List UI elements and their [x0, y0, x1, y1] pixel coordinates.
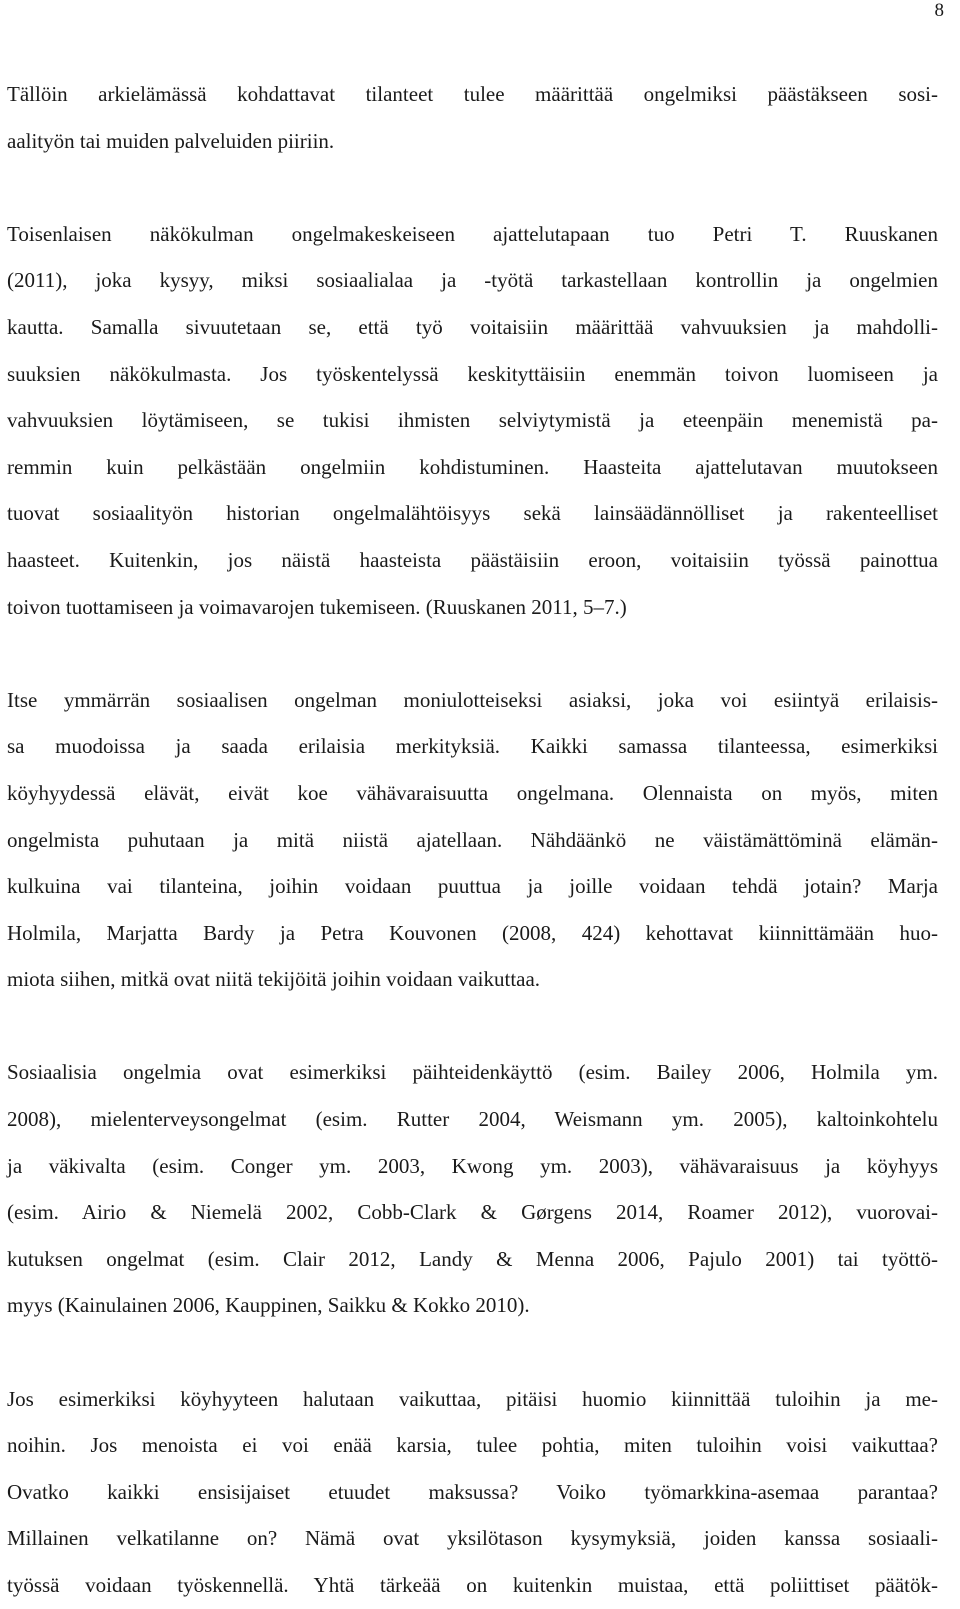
text-line: kutuksen ongelmat (esim. Clair 2012, Landy & Menna 2006, Pajulo 2001) tai työttö-: [7, 1246, 938, 1271]
text-line: Tällöin arkielämässä kohdattavat tilanteet tulee määrittää ongelmiksi päästäkseen sosi-: [7, 82, 938, 106]
text-line: remmin kuin pelkästään ongelmiin kohdistuminen. Haasteita ajattelutavan muutokseen: [7, 454, 938, 479]
paragraph: [7, 677, 938, 1003]
text-line: Ovatko kaikki ensisijaiset etuudet maksussa? Voiko työmarkkina-asemaa parantaa?: [7, 1479, 938, 1504]
text-line: haasteet. Kuitenkin, jos näistä haasteista päästäisiin eroon, voitaisiin työssä painottua: [7, 547, 938, 572]
document-body: [7, 71, 938, 1609]
text-line: Millainen velkatilanne on? Nämä ovat yksilötason kysymyksiä, joiden kanssa sosiaali-: [7, 1526, 938, 1551]
text-line: työssä voidaan työskennellä. Yhtä tärkeää on kuitenkin muistaa, että poliittiset päätök-: [7, 1573, 938, 1597]
text-line: kautta. Samalla sivuutetaan se, että työ voitaisiin määrittää vahvuuksien ja mahdolli-: [7, 314, 938, 339]
text-line: Itse ymmärrän sosiaalisen ongelman moniulotteiseksi asiaksi, joka voi esiintyä erilaisis-: [7, 687, 938, 712]
text-line: kulkuina vai tilanteina, joihin voidaan puuttua ja joille voidaan tehdä jotain? Marja: [7, 874, 938, 899]
text-line: (2011), joka kysyy, miksi sosiaalialaa ja -työtä tarkastellaan kontrollin ja ongelmien: [7, 268, 938, 293]
text-line: tuovat sosiaalityön historian ongelmalähtöisyys sekä lainsäädännölliset ja rakenteelliset: [7, 501, 938, 526]
text-line: aalityön tai muiden palveluiden piiriin.: [7, 128, 335, 153]
text-line: miota siihen, mitkä ovat niitä tekijöitä joihin voidaan vaikuttaa.: [7, 967, 541, 992]
text-line: suuksien näkökulmasta. Jos työskentelyssä keskityttäisiin enemmän toivon luomiseen ja: [7, 361, 938, 386]
text-line: noihin. Jos menoista ei voi enää karsia, tulee pohtia, miten tuloihin voisi vaikuttaa?: [7, 1433, 938, 1458]
paragraph: [7, 1376, 938, 1609]
text-line: ja väkivalta (esim. Conger ym. 2003, Kwong ym. 2003), vähävaraisuus ja köyhyys: [7, 1153, 938, 1178]
paragraph-gap: [7, 630, 938, 677]
text-line: Jos esimerkiksi köyhyyteen halutaan vaikuttaa, pitäisi huomio kiinnittää tuloihin ja me-: [7, 1386, 938, 1411]
text-line: köyhyydessä elävät, eivät koe vähävaraisuutta ongelmana. Olennaista on myös, miten: [7, 780, 938, 805]
text-line: (esim. Airio & Niemelä 2002, Cobb-Clark & Gørgens 2014, Roamer 2012), vuorovai-: [7, 1200, 938, 1225]
paragraph: [7, 1049, 938, 1329]
paragraph-gap: [7, 1329, 938, 1376]
paragraph-gap: [7, 164, 938, 211]
text-line: ongelmista puhutaan ja mitä niistä ajatellaan. Nähdäänkö ne väistämättöminä elämän-: [7, 827, 938, 852]
text-line: myys (Kainulainen 2006, Kauppinen, Saikku & Kokko 2010).: [7, 1293, 530, 1318]
text-line: Holmila, Marjatta Bardy ja Petra Kouvonen (2008, 424) kehottavat kiinnittämään huo-: [7, 920, 938, 945]
text-line: sa muodoissa ja saada erilaisia merkityksiä. Kaikki samassa tilanteessa, esimerkiksi: [7, 734, 938, 759]
text-line: Toisenlaisen näkökulman ongelmakeskeiseen ajattelutapaan tuo Petri T. Ruuskanen: [7, 221, 938, 246]
page-number: 8: [934, 0, 944, 21]
text-line: 2008), mielenterveysongelmat (esim. Rutter 2004, Weismann ym. 2005), kaltoinkohtelu: [7, 1107, 938, 1132]
text-line: vahvuuksien löytämiseen, se tukisi ihmisten selviytymistä ja eteenpäin menemistä pa-: [7, 408, 938, 433]
paragraph-gap: [7, 1003, 938, 1050]
text-line: toivon tuottamiseen ja voimavarojen tukemiseen. (Ruuskanen 2011, 5–7.): [7, 594, 627, 619]
paragraph: [7, 71, 938, 164]
text-line: Sosiaalisia ongelmia ovat esimerkiksi päihteidenkäyttö (esim. Bailey 2006, Holmila ym.: [7, 1060, 938, 1085]
paragraph: [7, 211, 938, 630]
